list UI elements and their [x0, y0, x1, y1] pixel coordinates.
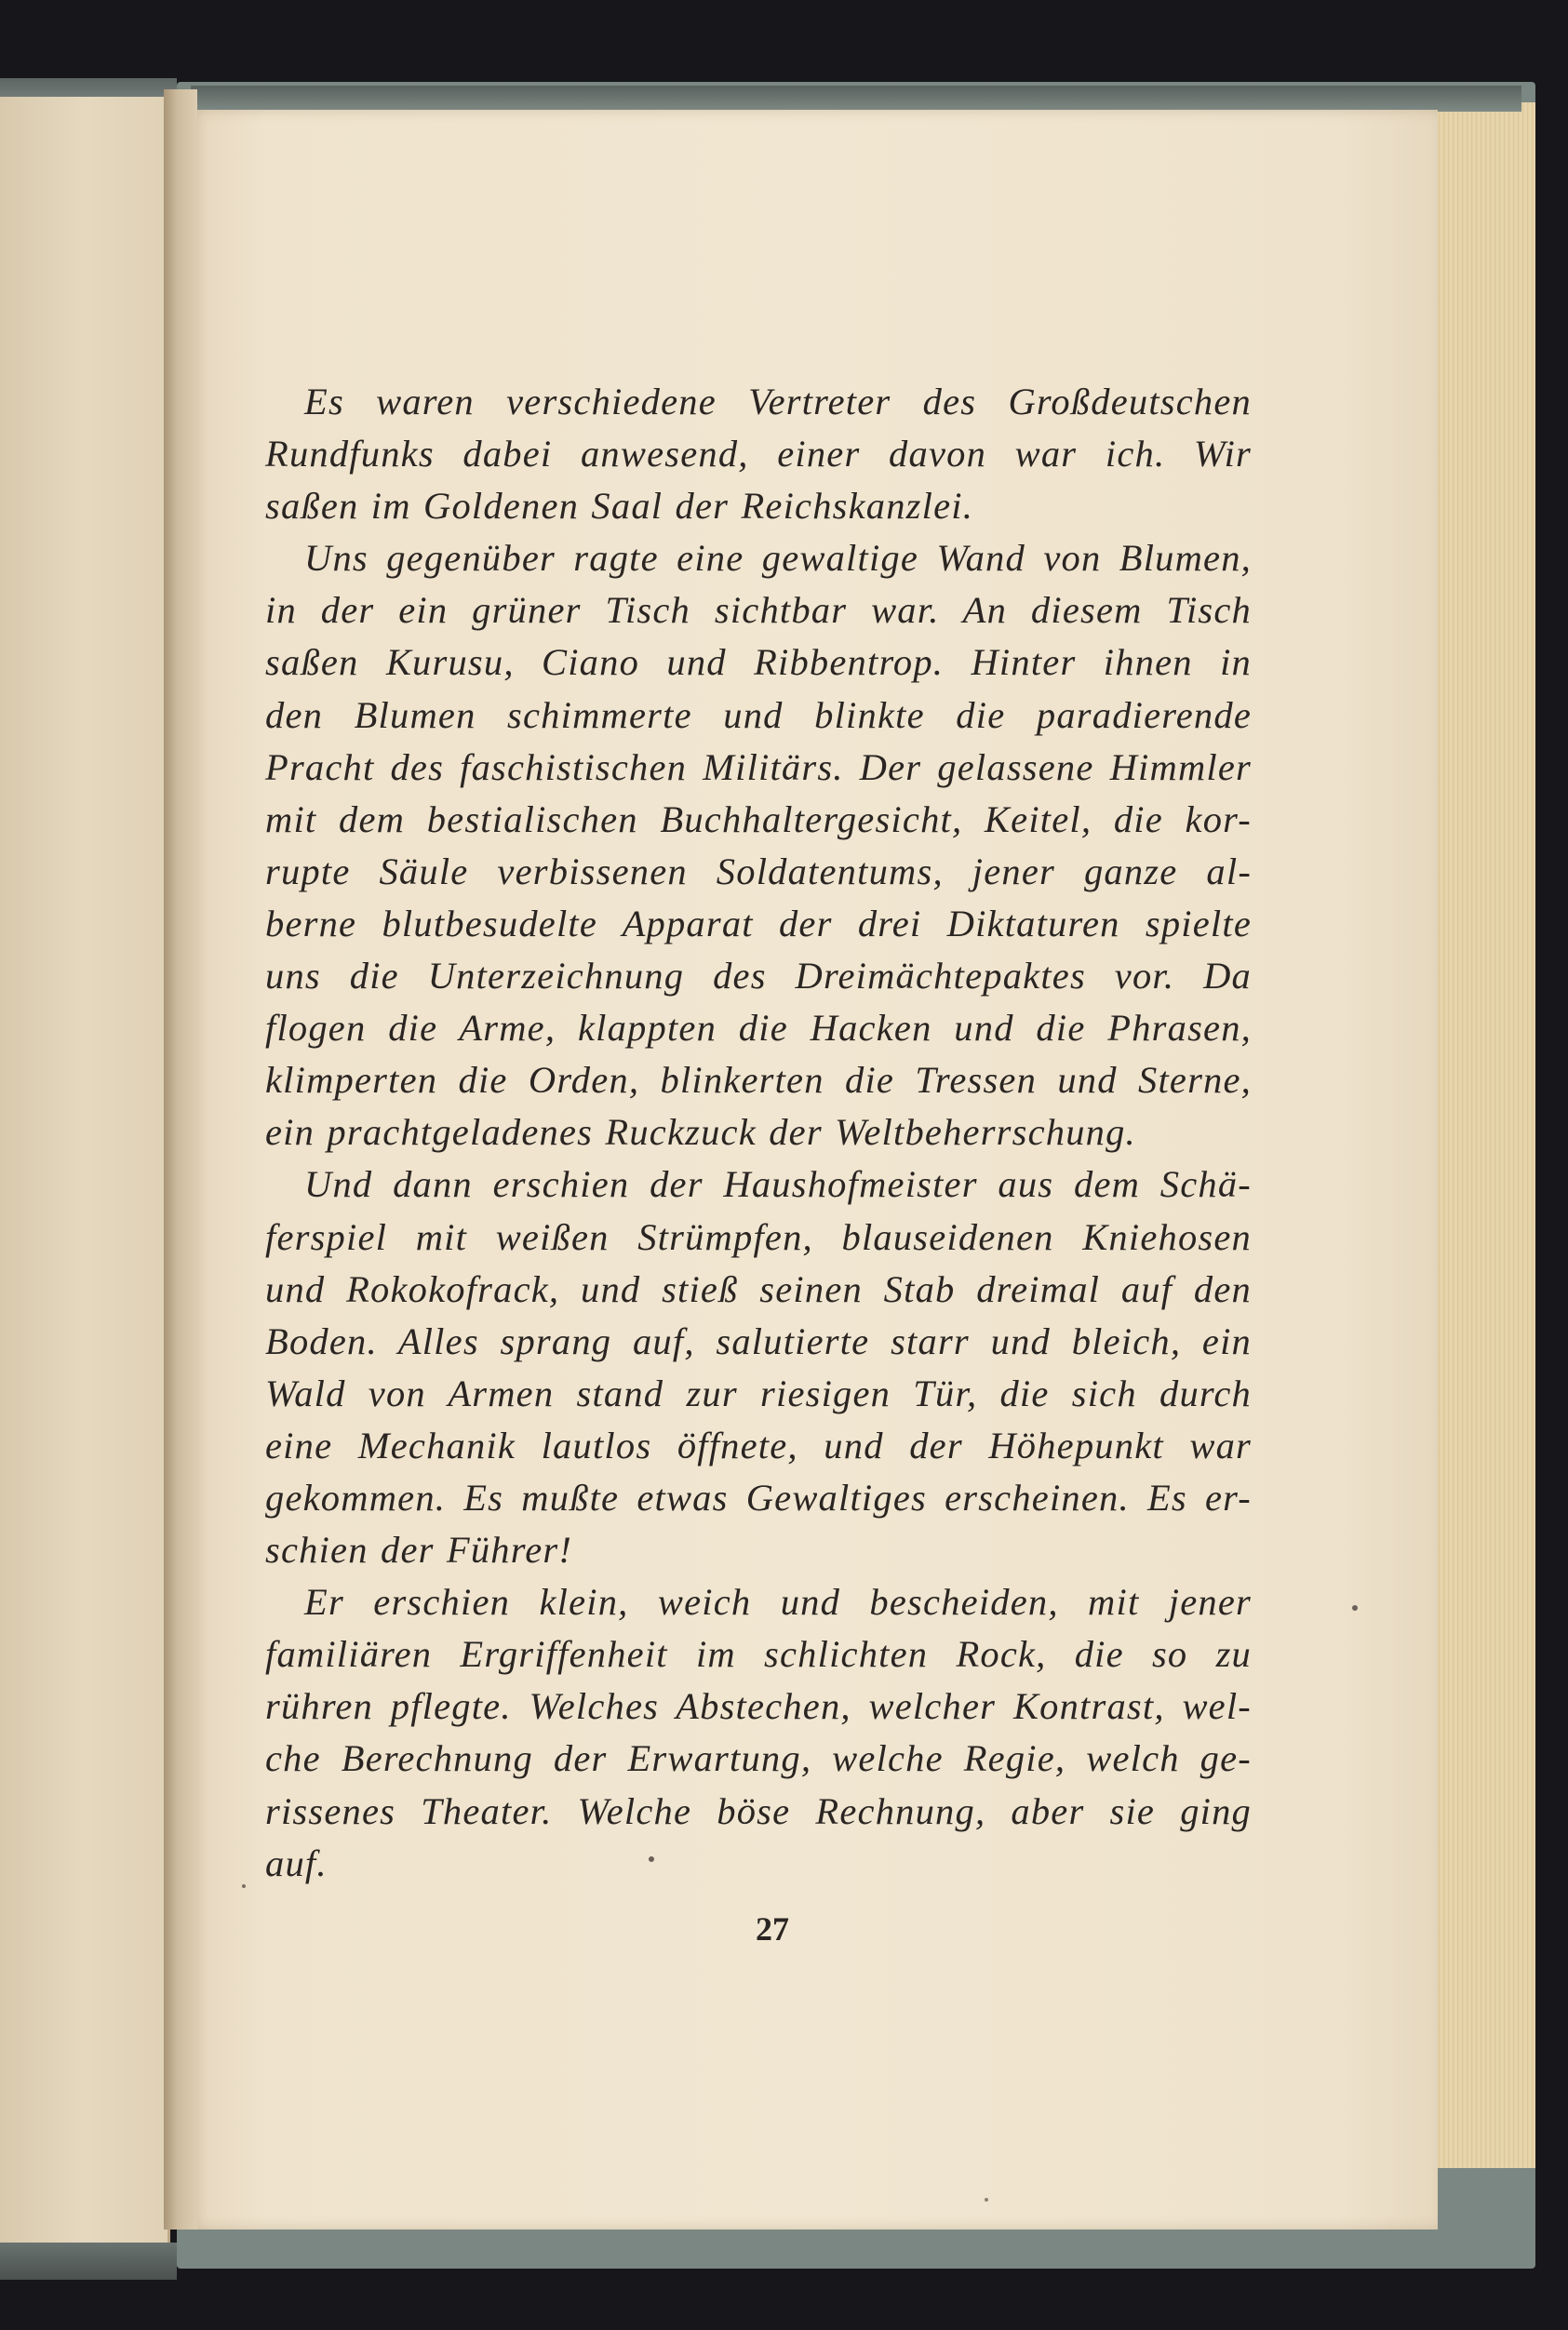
- text-line: Es waren verschiedene Vertreter des Großdeutschen: [304, 381, 1252, 422]
- paper-speck: [649, 1856, 654, 1862]
- text-line: auf.: [265, 1841, 328, 1884]
- paper-speck: [1352, 1605, 1358, 1611]
- text-line: rissenes Theater. Welche böse Rechnung, aber sie ging: [265, 1789, 1252, 1832]
- text-line: in der ein grüner Tisch sichtbar war. An diesem Tisch: [265, 589, 1252, 632]
- text-line: den Blumen schimmerte und blinkte die paradierende: [265, 693, 1252, 736]
- page-number: 27: [756, 1910, 789, 1948]
- text-line: Pracht des faschistischen Militärs. Der gelassene Himmler: [265, 745, 1252, 788]
- text-line: ein prachtgeladenes Ruckzuck der Weltbeherrschung.: [265, 1111, 1136, 1154]
- text-line: berne blutbesudelte Apparat der drei Diktaturen spielte: [265, 902, 1252, 944]
- text-line: flogen die Arme, klappten die Hacken und die Phrasen,: [265, 1007, 1252, 1050]
- text-line: Und dann erschien der Haushofmeister aus dem Schä-: [304, 1163, 1252, 1206]
- text-line: rühren pflegte. Welches Abstechen, welcher Kontrast, wel-: [265, 1685, 1252, 1728]
- text-line: Uns gegenüber ragte eine gewaltige Wand von Blumen,: [304, 537, 1252, 580]
- text-line: che Berechnung der Erwartung, welche Regie, welch ge-: [265, 1737, 1252, 1780]
- text-line: uns die Unterzeichnung des Dreimächtepaktes vor. Da: [265, 955, 1252, 998]
- text-line: mit dem bestialischen Buchhaltergesicht, Keitel, die kor-: [265, 797, 1252, 840]
- text-line: ferspiel mit weißen Strümpfen, blauseidenen Kniehosen: [265, 1215, 1252, 1258]
- text-line: Wald von Armen stand zur riesigen Tür, die sich durch: [265, 1372, 1252, 1414]
- text-line: eine Mechanik lautlos öffnete, und der Höhepunkt war: [265, 1424, 1252, 1466]
- text-line: saßen Kurusu, Ciano und Ribbentrop. Hinter ihnen in: [265, 641, 1252, 684]
- text-line: familiären Ergriffenheit im schlichten Rock, die so zu: [265, 1633, 1252, 1676]
- text-line: Rundfunks dabei anwesend, einer davon war ich. Wir: [265, 433, 1252, 475]
- text-line: Er erschien klein, weich und bescheiden, mit jener: [304, 1581, 1252, 1624]
- text-line: klimperten die Orden, blinkerten die Tressen und Sterne,: [265, 1059, 1252, 1102]
- paper-speck: [985, 2198, 988, 2202]
- text-line: und Rokokofrack, und stieß seinen Stab dreimal auf den: [265, 1267, 1252, 1310]
- text-line: schien der Führer!: [265, 1529, 573, 1572]
- text-line: rupte Säule verbissenen Soldatentums, jener ganze al-: [265, 850, 1252, 892]
- text-line: Boden. Alles sprang auf, salutierte starr und bleich, ein: [265, 1319, 1252, 1362]
- text-line: saßen im Goldenen Saal der Reichskanzlei.: [265, 485, 974, 528]
- text-line: gekommen. Es mußte etwas Gewaltiges erscheinen. Es er-: [265, 1476, 1252, 1519]
- paper-speck: [242, 1884, 246, 1888]
